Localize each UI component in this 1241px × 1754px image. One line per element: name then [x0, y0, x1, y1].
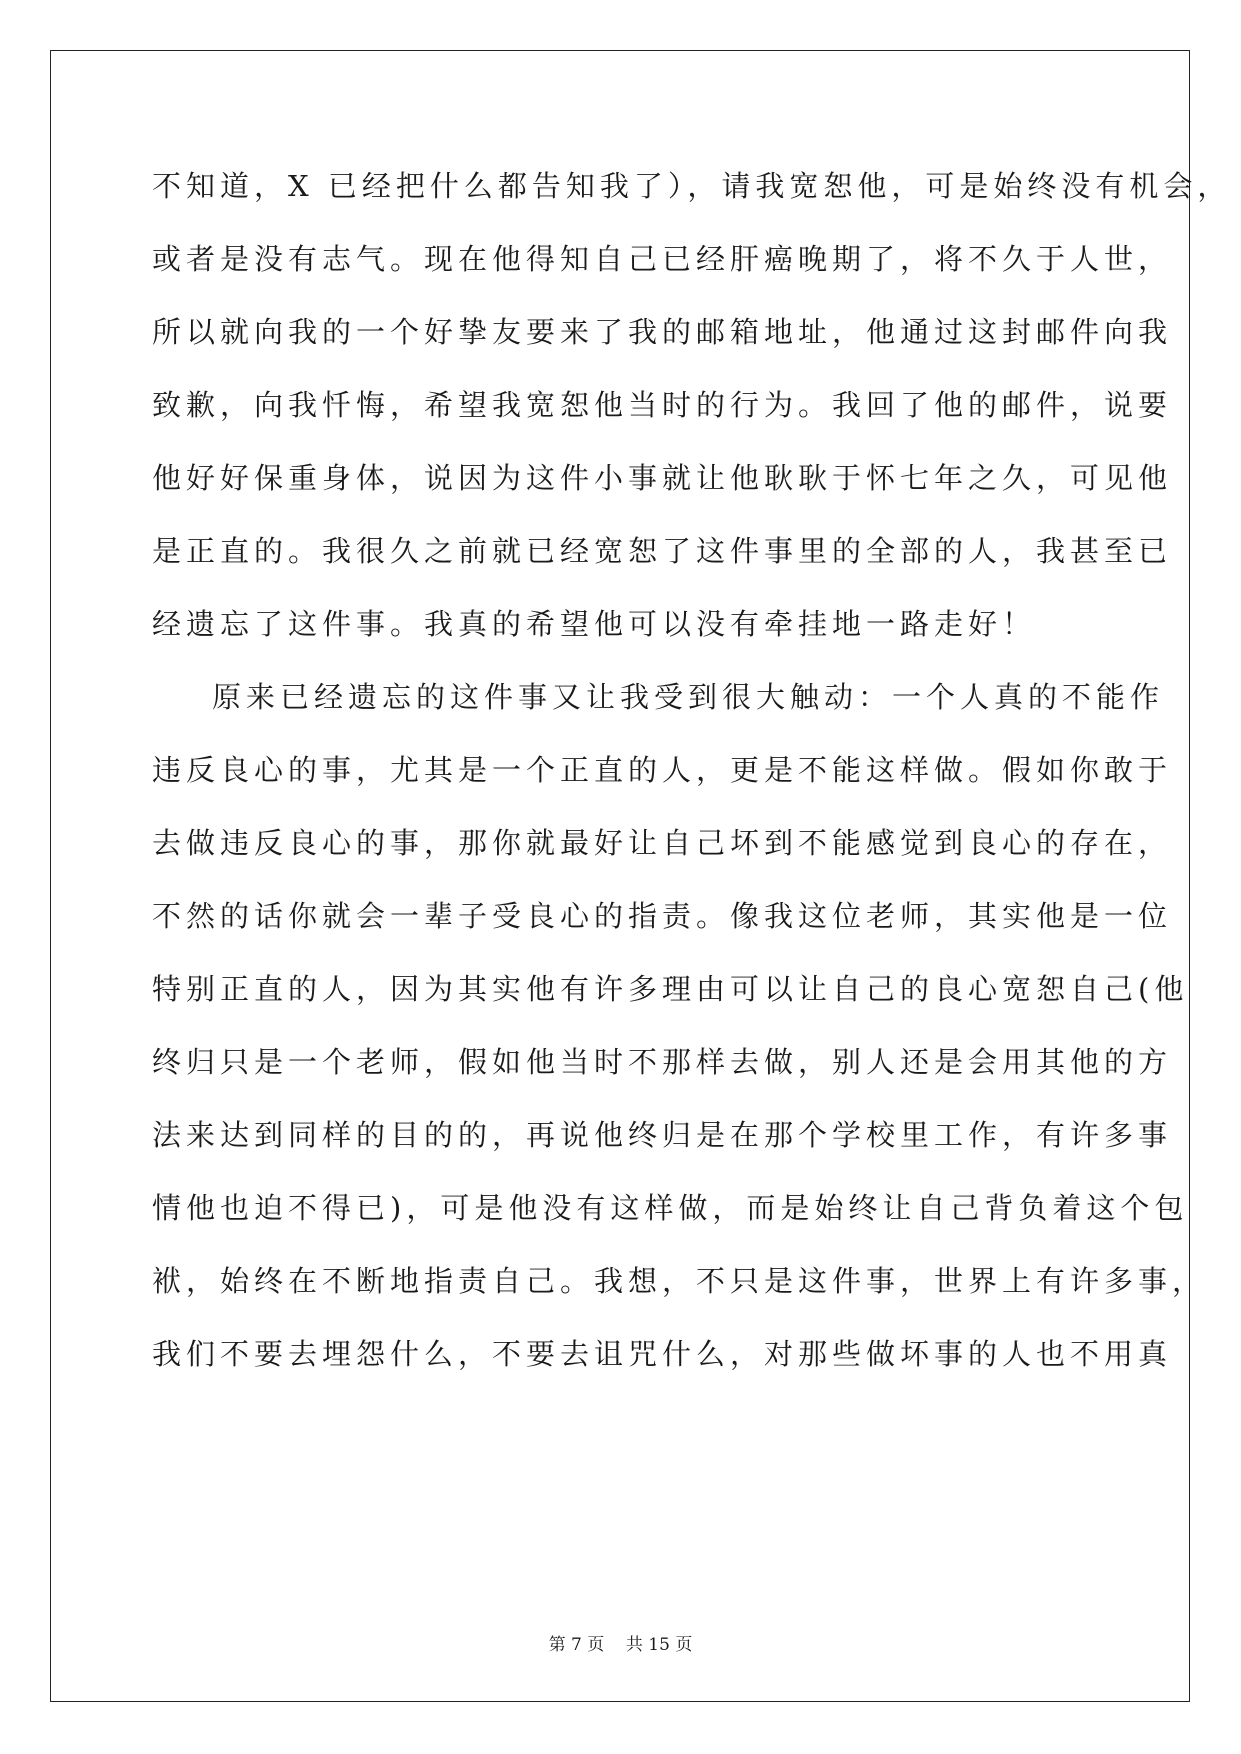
text-line: 经遗忘了这件事。我真的希望他可以没有牵挂地一路走好！ [152, 607, 1037, 641]
text-line: 或者是没有志气。现在他得知自己已经肝癌晚期了，将不久于人世， [152, 242, 1173, 276]
text-line: 是正直的。我很久之前就已经宽恕了这件事里的全部的人，我甚至已 [152, 534, 1173, 568]
text-line: 法来达到同样的目的的，再说他终归是在那个学校里工作，有许多事 [152, 1118, 1173, 1152]
text-line: 去做违反良心的事，那你就最好让自己坏到不能感觉到良心的存在， [152, 826, 1173, 860]
text-line: 情他也迫不得已)，可是他没有这样做，而是始终让自己背负着这个包 [152, 1191, 1189, 1225]
text-line: 不知道，X 已经把什么都告知我了），请我宽恕他，可是始终没有机会， [152, 169, 1232, 203]
text-line: 不然的话你就会一辈子受良心的指责。像我这位老师，其实他是一位 [152, 899, 1173, 933]
text-line: 他好好保重身体，说因为这件小事就让他耿耿于怀七年之久，可见他 [152, 461, 1173, 495]
text-line: 所以就向我的一个好挚友要来了我的邮箱地址，他通过这封邮件向我 [152, 315, 1173, 349]
text-line: 特别正直的人，因为其实他有许多理由可以让自己的良心宽恕自己(他 [152, 972, 1189, 1006]
page-border [50, 50, 1190, 1702]
text-line: 袱，始终在不断地指责自己。我想，不只是这件事，世界上有许多事， [152, 1264, 1207, 1298]
page-number: 第 7 页 共 15 页 [548, 1635, 693, 1655]
text-line: 违反良心的事，尤其是一个正直的人，更是不能这样做。假如你敢于 [152, 753, 1173, 787]
text-line: 致歉，向我忏悔，希望我宽恕他当时的行为。我回了他的邮件，说要 [152, 388, 1173, 422]
text-line: 我们不要去埋怨什么，不要去诅咒什么，对那些做坏事的人也不用真 [152, 1337, 1173, 1371]
paragraph-first-line: 原来已经遗忘的这件事又让我受到很大触动：一个人真的不能作 [212, 680, 1165, 714]
text-line: 终归只是一个老师，假如他当时不那样去做，别人还是会用其他的方 [152, 1045, 1173, 1079]
